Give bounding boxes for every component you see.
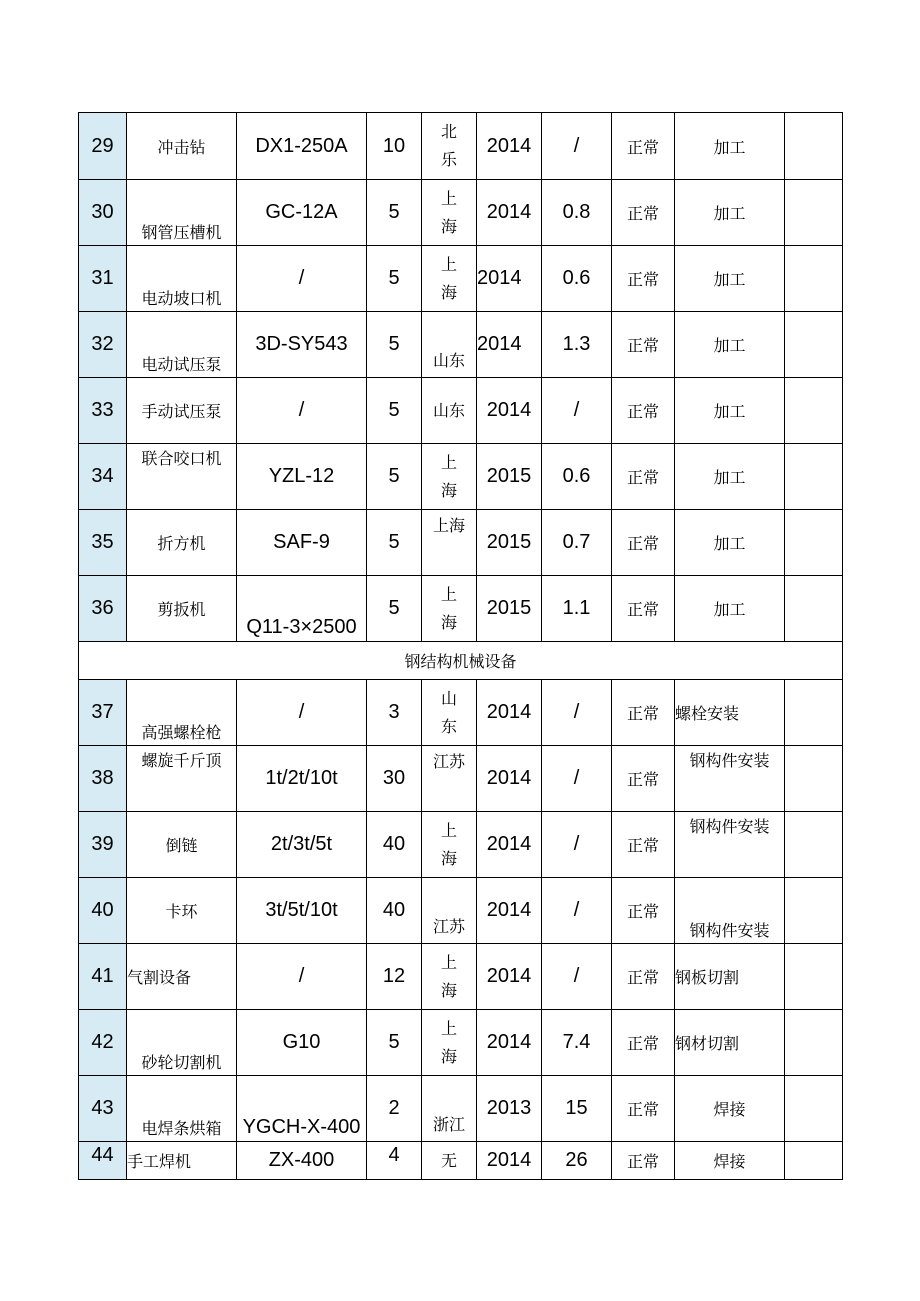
row-number: 44 — [79, 1142, 127, 1180]
equipment-origin: 上 海 — [422, 576, 477, 642]
equipment-quantity: 5 — [367, 378, 422, 444]
equipment-use: 加工 — [675, 444, 785, 510]
table-row — [79, 680, 843, 746]
equipment-model: 3D-SY543 — [237, 312, 367, 378]
equipment-status: 正常 — [612, 510, 675, 576]
row-number: 34 — [79, 444, 127, 510]
equipment-use: 焊接 — [675, 1142, 785, 1180]
equipment-power: / — [542, 378, 612, 444]
table-row — [79, 510, 843, 576]
row-number: 30 — [79, 180, 127, 246]
table-row — [79, 312, 843, 378]
equipment-status: 正常 — [612, 1142, 675, 1180]
equipment-power: 7.4 — [542, 1010, 612, 1076]
equipment-status: 正常 — [612, 812, 675, 878]
equipment-name: 手工焊机 — [127, 1142, 237, 1180]
equipment-model: ZX-400 — [237, 1142, 367, 1180]
row-number: 29 — [79, 113, 127, 180]
equipment-model: / — [237, 680, 367, 746]
equipment-origin: 上海 — [422, 510, 477, 576]
equipment-name: 砂轮切割机 — [127, 1010, 237, 1076]
equipment-model: GC-12A — [237, 180, 367, 246]
equipment-note — [785, 576, 843, 642]
equipment-status: 正常 — [612, 944, 675, 1010]
row-number: 31 — [79, 246, 127, 312]
row-number: 32 — [79, 312, 127, 378]
equipment-year: 2015 — [477, 444, 542, 510]
equipment-model: / — [237, 246, 367, 312]
equipment-use: 钢构件安装 — [675, 812, 785, 878]
row-number: 41 — [79, 944, 127, 1010]
equipment-origin: 上 海 — [422, 944, 477, 1010]
equipment-power: / — [542, 944, 612, 1010]
table-row — [79, 812, 843, 878]
equipment-quantity: 5 — [367, 510, 422, 576]
equipment-quantity: 12 — [367, 944, 422, 1010]
equipment-table — [78, 112, 843, 1180]
equipment-model: YZL-12 — [237, 444, 367, 510]
equipment-power: / — [542, 113, 612, 180]
section-title: 钢结构机械设备 — [79, 642, 843, 680]
equipment-power: 0.6 — [542, 444, 612, 510]
equipment-note — [785, 812, 843, 878]
equipment-name: 联合咬口机 — [127, 444, 237, 510]
equipment-year: 2014 — [477, 246, 542, 312]
equipment-use: 钢材切割 — [675, 1010, 785, 1076]
table-row — [79, 746, 843, 812]
equipment-use: 钢构件安装 — [675, 878, 785, 944]
row-number: 39 — [79, 812, 127, 878]
equipment-status: 正常 — [612, 378, 675, 444]
equipment-note — [785, 378, 843, 444]
equipment-note — [785, 180, 843, 246]
row-number: 38 — [79, 746, 127, 812]
equipment-note — [785, 1076, 843, 1142]
equipment-note — [785, 444, 843, 510]
table-row — [79, 878, 843, 944]
section-header-row — [79, 642, 843, 680]
equipment-status: 正常 — [612, 680, 675, 746]
equipment-quantity: 3 — [367, 680, 422, 746]
table-row — [79, 1076, 843, 1142]
equipment-power: / — [542, 812, 612, 878]
equipment-year: 2014 — [477, 812, 542, 878]
equipment-status: 正常 — [612, 312, 675, 378]
equipment-use: 加工 — [675, 180, 785, 246]
equipment-power: 0.7 — [542, 510, 612, 576]
equipment-year: 2014 — [477, 680, 542, 746]
equipment-quantity: 5 — [367, 312, 422, 378]
equipment-quantity: 5 — [367, 1010, 422, 1076]
row-number: 37 — [79, 680, 127, 746]
equipment-model: / — [237, 944, 367, 1010]
equipment-model: G10 — [237, 1010, 367, 1076]
equipment-power: / — [542, 680, 612, 746]
equipment-origin: 江苏 — [422, 878, 477, 944]
equipment-status: 正常 — [612, 1076, 675, 1142]
row-number: 43 — [79, 1076, 127, 1142]
equipment-status: 正常 — [612, 1010, 675, 1076]
row-number: 36 — [79, 576, 127, 642]
equipment-name: 高强螺栓枪 — [127, 680, 237, 746]
equipment-origin: 江苏 — [422, 746, 477, 812]
equipment-note — [785, 680, 843, 746]
equipment-note — [785, 312, 843, 378]
equipment-year: 2014 — [477, 878, 542, 944]
equipment-power: 15 — [542, 1076, 612, 1142]
equipment-use: 加工 — [675, 510, 785, 576]
equipment-note — [785, 1142, 843, 1180]
table-row — [79, 113, 843, 180]
equipment-name: 钢管压槽机 — [127, 180, 237, 246]
equipment-note — [785, 1010, 843, 1076]
table-row — [79, 180, 843, 246]
equipment-name: 倒链 — [127, 812, 237, 878]
equipment-year: 2014 — [477, 1010, 542, 1076]
equipment-origin: 山东 — [422, 378, 477, 444]
equipment-name: 冲击钻 — [127, 113, 237, 180]
equipment-quantity: 5 — [367, 576, 422, 642]
equipment-note — [785, 510, 843, 576]
equipment-name: 电动试压泵 — [127, 312, 237, 378]
equipment-status: 正常 — [612, 746, 675, 812]
equipment-power: / — [542, 878, 612, 944]
equipment-year: 2014 — [477, 378, 542, 444]
equipment-use: 钢板切割 — [675, 944, 785, 1010]
equipment-use: 加工 — [675, 113, 785, 180]
equipment-origin: 山东 — [422, 312, 477, 378]
equipment-model: / — [237, 378, 367, 444]
equipment-name: 电焊条烘箱 — [127, 1076, 237, 1142]
table-row — [79, 576, 843, 642]
equipment-status: 正常 — [612, 878, 675, 944]
equipment-name: 剪扳机 — [127, 576, 237, 642]
table-row — [79, 1010, 843, 1076]
equipment-use: 焊接 — [675, 1076, 785, 1142]
equipment-power: 0.6 — [542, 246, 612, 312]
equipment-power: / — [542, 746, 612, 812]
equipment-year: 2015 — [477, 576, 542, 642]
table-row — [79, 378, 843, 444]
equipment-quantity: 40 — [367, 878, 422, 944]
equipment-use: 加工 — [675, 378, 785, 444]
equipment-origin: 北 乐 — [422, 113, 477, 180]
equipment-origin: 上 海 — [422, 1010, 477, 1076]
equipment-note — [785, 944, 843, 1010]
equipment-quantity: 5 — [367, 444, 422, 510]
equipment-name: 电动坡口机 — [127, 246, 237, 312]
equipment-year: 2014 — [477, 180, 542, 246]
row-number: 35 — [79, 510, 127, 576]
equipment-quantity: 5 — [367, 246, 422, 312]
equipment-quantity: 5 — [367, 180, 422, 246]
equipment-year: 2014 — [477, 944, 542, 1010]
equipment-quantity: 4 — [367, 1142, 422, 1180]
equipment-model: YGCH-X-400 — [237, 1076, 367, 1142]
table-row — [79, 246, 843, 312]
equipment-status: 正常 — [612, 180, 675, 246]
equipment-quantity: 2 — [367, 1076, 422, 1142]
equipment-model: Q11-3×2500 — [237, 576, 367, 642]
equipment-origin: 上 海 — [422, 444, 477, 510]
row-number: 42 — [79, 1010, 127, 1076]
equipment-name: 手动试压泵 — [127, 378, 237, 444]
equipment-origin: 浙江 — [422, 1076, 477, 1142]
equipment-power: 1.3 — [542, 312, 612, 378]
equipment-quantity: 30 — [367, 746, 422, 812]
equipment-model: DX1-250A — [237, 113, 367, 180]
equipment-origin: 无 — [422, 1142, 477, 1180]
equipment-year: 2013 — [477, 1076, 542, 1142]
equipment-origin: 上 海 — [422, 180, 477, 246]
equipment-status: 正常 — [612, 113, 675, 180]
table-row — [79, 444, 843, 510]
equipment-model: 2t/3t/5t — [237, 812, 367, 878]
equipment-year: 2014 — [477, 113, 542, 180]
table-row — [79, 944, 843, 1010]
equipment-note — [785, 878, 843, 944]
row-number: 40 — [79, 878, 127, 944]
equipment-use: 加工 — [675, 246, 785, 312]
equipment-name: 卡环 — [127, 878, 237, 944]
equipment-year: 2014 — [477, 1142, 542, 1180]
equipment-quantity: 10 — [367, 113, 422, 180]
equipment-use: 加工 — [675, 576, 785, 642]
equipment-power: 26 — [542, 1142, 612, 1180]
equipment-year: 2014 — [477, 746, 542, 812]
row-number: 33 — [79, 378, 127, 444]
equipment-name: 折方机 — [127, 510, 237, 576]
equipment-use: 钢构件安装 — [675, 746, 785, 812]
equipment-quantity: 40 — [367, 812, 422, 878]
equipment-status: 正常 — [612, 246, 675, 312]
equipment-power: 1.1 — [542, 576, 612, 642]
equipment-status: 正常 — [612, 444, 675, 510]
equipment-name: 螺旋千斤顶 — [127, 746, 237, 812]
equipment-status: 正常 — [612, 576, 675, 642]
equipment-note — [785, 246, 843, 312]
equipment-note — [785, 746, 843, 812]
equipment-origin: 上 海 — [422, 246, 477, 312]
equipment-note — [785, 113, 843, 180]
equipment-model: 3t/5t/10t — [237, 878, 367, 944]
equipment-model: SAF-9 — [237, 510, 367, 576]
equipment-power: 0.8 — [542, 180, 612, 246]
equipment-use: 螺栓安装 — [675, 680, 785, 746]
equipment-origin: 上 海 — [422, 812, 477, 878]
equipment-year: 2014 — [477, 312, 542, 378]
equipment-model: 1t/2t/10t — [237, 746, 367, 812]
equipment-year: 2015 — [477, 510, 542, 576]
table-row — [79, 1142, 843, 1180]
equipment-use: 加工 — [675, 312, 785, 378]
equipment-origin: 山 东 — [422, 680, 477, 746]
equipment-name: 气割设备 — [127, 944, 237, 1010]
